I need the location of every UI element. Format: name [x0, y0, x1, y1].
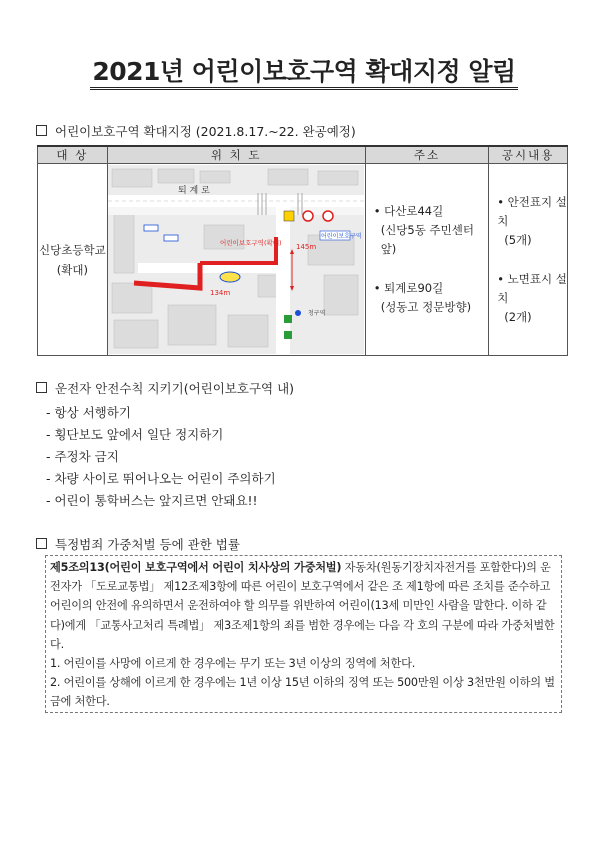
law-item-2: 2. 어린이를 상해에 이르게 한 경우에는 1년 이상 15년 이하의 징역 또는 500만원 이상 3천만원 이하의 벌금에 처한다.: [50, 676, 555, 709]
page-title: 2021년 어린이보호구역 확대지정 알림: [0, 52, 608, 88]
address-cell: [365, 164, 489, 356]
checkbox-square-icon: [36, 125, 47, 136]
rule-item: - 항상 서행하기: [46, 405, 131, 420]
zone-road-label: 어린이보호구역: [320, 233, 362, 240]
section-heading-designation: 어린이보호구역 확대지정 (2021.8.17.~22. 완공예정): [36, 122, 356, 140]
header-map: 위 치 도: [107, 146, 365, 164]
header-notice: 공시내용: [489, 146, 568, 164]
section-heading-rules: 운전자 안전수칙 지키기(어린이보호구역 내): [36, 379, 294, 397]
law-text-box: [45, 555, 562, 713]
address-item: • 다산로44길 (신당5동 주민센터 앞): [373, 204, 474, 256]
place-label: 청구역: [307, 310, 326, 317]
distance-label-1: 145m: [295, 243, 316, 251]
target-cell: [38, 164, 108, 356]
driver-rules-list: [46, 402, 276, 512]
rule-item: - 어린이 통학버스는 앞지르면 안돼요!!: [46, 493, 258, 508]
zone-expanded-label: 어린이보호구역(확대): [219, 239, 282, 247]
address-item: • 퇴계로90길 (성동고 정문방향): [373, 281, 472, 314]
law-item-1: 1. 어린이를 사망에 이르게 한 경우에는 무기 또는 3년 이상의 징역에 처한다.: [50, 657, 416, 671]
rule-item: - 주정차 금지: [46, 449, 119, 464]
location-map: [108, 165, 364, 354]
notice-item: • 안전표지 설치 (5개): [497, 194, 567, 247]
road-label: 퇴 계 로: [177, 186, 210, 196]
map-cell: [107, 164, 365, 356]
target-note: (확대): [56, 262, 88, 277]
section-heading-law: 특정범죄 가중처벌 등에 관한 법률: [36, 535, 240, 553]
checkbox-square-icon: [36, 382, 47, 393]
header-address: 주소: [365, 146, 489, 164]
law-paragraph: 제5조의13(어린이 보호구역에서 어린이 치사상의 가중처벌) 자동차(원동기장치자전거를 포함한다)의 운전자가 「도로교통법」 제12조제3항에 따른 어린이 보호구역에서 같은 조 제1항에 따른 조치를 준수하고 어린이의 안전에 유의하면서 운전하여야 할 의무를 위반하여 어린이(13세 미만인 사람을 말한다. 이하 같다)에게 「교통사고처리 특례법」 제3조제1항의 죄를 범한 경우에는 다음 각 호의 구분에 따라 가중처벌한다.: [50, 561, 555, 651]
rule-item: - 차량 사이로 뛰어나오는 어린이 주의하기: [46, 471, 276, 486]
distance-label-2: 134m: [209, 289, 230, 297]
designation-table: [37, 145, 568, 356]
rule-item: - 횡단보도 앞에서 일단 정지하기: [46, 427, 224, 442]
notice-cell: [489, 164, 568, 356]
target-school: 신당초등학교: [39, 242, 106, 257]
checkbox-square-icon: [36, 538, 47, 549]
notice-item: • 노면표시 설치 (2개): [497, 271, 567, 324]
header-target: 대 상: [38, 146, 108, 164]
